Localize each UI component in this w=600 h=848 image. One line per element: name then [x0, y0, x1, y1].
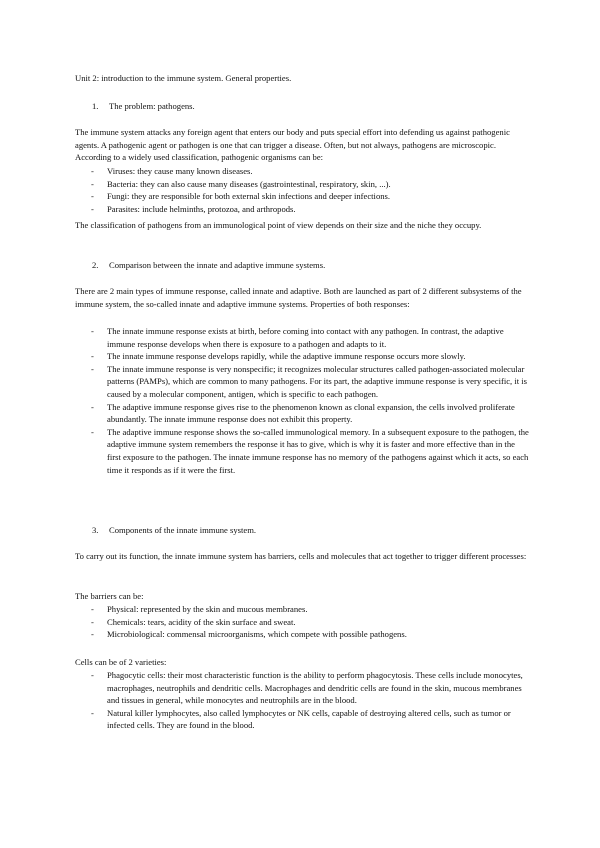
list-item: - Phagocytic cells: their most characteristic function is the ability to perform phagocytosis. These cells include monocytes, macrophages, neutrophils and dendritic cells. Macrophages and dendritic cells are found in the skin, mucous membranes and tissues in general, while monocytes and neutrophils are in the blood. — [91, 670, 523, 706]
list-item: - Chemicals: tears, acidity of the skin surface and sweat. — [91, 616, 296, 627]
section-3-intro: To carry out its function, the innate immune system has barriers, cells and molecules that act together to trigger different processes: — [75, 551, 527, 561]
cells-label: Cells can be of 2 varieties: — [75, 657, 167, 667]
list-item: - The innate immune response is very nonspecific; it recognizes molecular structures called pathogen-associated molecular patterns (PAMPs), which are common to many pathogens. For its part, the adaptive immune response is very specific, it is caused by a molecular component, antigen, which is specific to each pathogen. — [91, 363, 527, 399]
barriers-list — [75, 603, 530, 641]
document-title: Unit 2: introduction to the immune system. General properties. — [75, 73, 292, 83]
pathogen-list — [75, 165, 530, 215]
list-item: - Microbiological: commensal microorganisms, which compete with possible pathogens. — [91, 629, 407, 640]
section-number: 3. — [92, 525, 99, 535]
list-item: - The innate immune response develops rapidly, while the adaptive immune response occurs more slowly. — [91, 351, 466, 362]
section-number: 2. — [92, 260, 99, 270]
list-item: - Bacteria: they can also cause many diseases (gastrointestinal, respiratory, skin, ...). — [91, 178, 391, 189]
section-heading-text: Comparison between the innate and adaptive immune systems. — [109, 260, 326, 270]
list-item: - Fungi: they are responsible for both external skin infections and deeper infections. — [91, 191, 391, 202]
cells-list — [75, 669, 530, 732]
list-item: - Parasites: include helminths, protozoa, and arthropods. — [91, 203, 296, 214]
section-1-intro: The immune system attacks any foreign agent that enters our body and puts special effort into defending us against pathogenic agents. A pathogenic agent or pathogen is one that can trigger a disease. Often, but not always, pathogens are microscopic. According to a widely used classification, pathogenic organisms can be: — [75, 127, 510, 163]
list-item: - The innate immune response exists at birth, before coming into contact with any pathogen. In contrast, the adaptive immune response develops when there is exposure to a pathogen and adapts to it. — [91, 326, 504, 349]
list-item: - The adaptive immune response shows the so-called immunological memory. In a subsequent exposure to the pathogen, the adaptive immune system remembers the response it has to give, which is why it is faster and more effective than in the first exposure to the pathogen. The innate immune response has no memory of the pathogens against which it acts, so each time it responds as if it were the first. — [91, 426, 529, 475]
section-number: 1. — [92, 101, 99, 111]
list-item: - Viruses: they cause many known diseases. — [91, 166, 253, 176]
section-2-intro: There are 2 main types of immune response, called innate and adaptive. Both are launched as part of 2 different subsystems of the immune system, the so-called innate and adaptive immune systems. Properties of both responses: — [75, 286, 522, 309]
section-heading-text: Components of the innate immune system. — [109, 525, 257, 535]
list-item: - Physical: represented by the skin and mucous membranes. — [91, 604, 308, 614]
section-heading-text: The problem: pathogens. — [109, 101, 195, 111]
barriers-label: The barriers can be: — [75, 591, 144, 601]
section-1-closing: The classification of pathogens from an immunological point of view depends on their size and the niche they occupy. — [75, 220, 482, 230]
response-properties-list — [75, 325, 530, 476]
list-item: - Natural killer lymphocytes, also called lymphocytes or NK cells, capable of destroying altered cells, such as tumor or infected cells. They are found in the blood. — [91, 707, 511, 731]
list-item: - The adaptive immune response gives rise to the phenomenon known as clonal expansion, the cells involved proliferate abundantly. The innate immune response does not exhibit this property. — [91, 401, 515, 425]
